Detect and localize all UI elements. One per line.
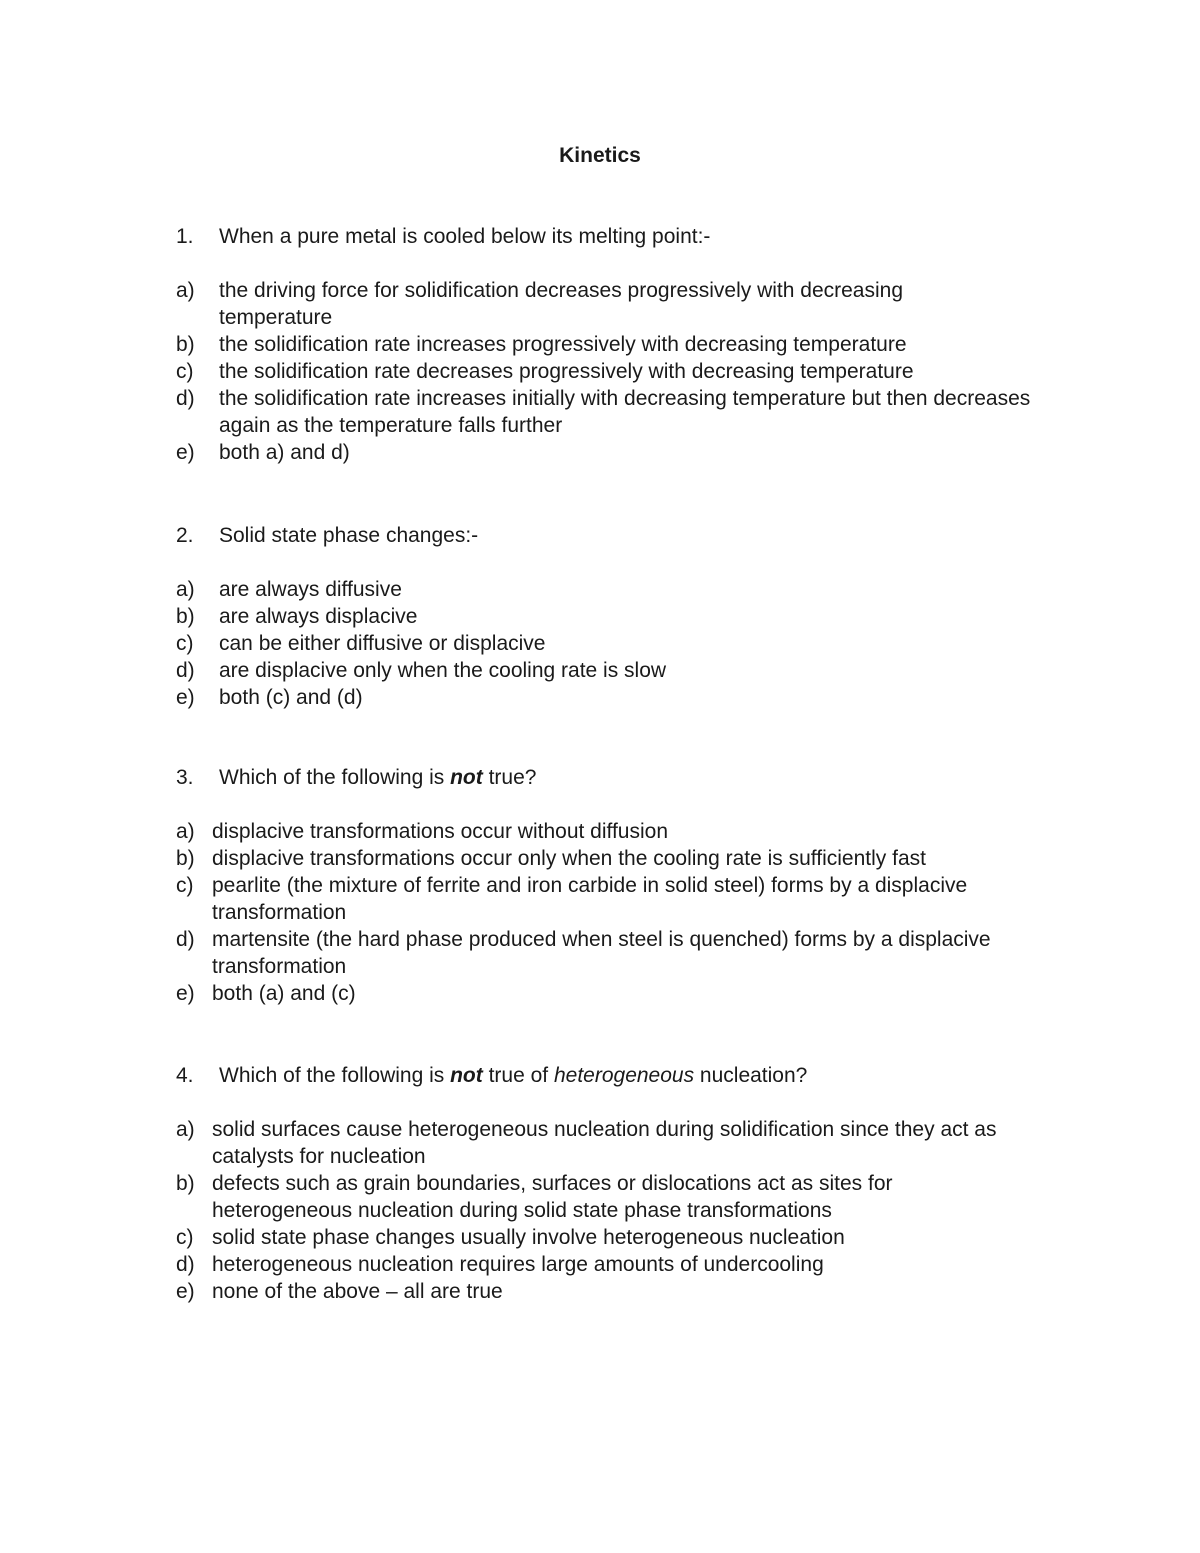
option-c [176,872,1002,926]
options-list [176,818,1056,1007]
option-text: displacive transformations occur only when the cooling rate is sufficiently fast [212,847,926,870]
option-text: the solidification rate decreases progressively with decreasing temperature [219,360,914,383]
option-c [176,1224,1056,1251]
option-letter: d) [176,1253,195,1276]
option-letter: c) [176,874,194,897]
option-d [176,1251,1056,1278]
question-text-mid: true of [482,1064,554,1087]
option-e [176,980,1056,1007]
option-letter: d) [176,387,195,410]
option-text: solid surfaces cause heterogeneous nucleation during solidification since they act as catalysts for nucleation [212,1118,997,1168]
question-3 [176,764,1056,1007]
question-stem [176,223,1056,250]
option-d [176,926,1027,980]
option-e [176,684,1056,711]
option-a [176,818,1056,845]
option-text: defects such as grain boundaries, surfaces or dislocations act as sites for heterogeneous nucleation during solid state phase transformations [212,1172,893,1222]
option-b [176,603,1056,630]
option-letter: c) [176,360,194,383]
option-b [176,331,1056,358]
option-text: are always displacive [219,605,418,628]
option-letter: e) [176,441,195,464]
question-number: 1. [176,225,194,248]
option-e [176,1278,1056,1305]
option-letter: d) [176,659,195,682]
option-text: both (c) and (d) [219,686,363,709]
option-text: the driving force for solidification decreases progressively with decreasing temperature [219,279,903,329]
option-text: martensite (the hard phase produced when steel is quenched) forms by a displacive transformation [212,928,991,978]
option-letter: a) [176,279,195,302]
question-text-post: nucleation? [694,1064,808,1087]
option-text: pearlite (the mixture of ferrite and iron carbide in solid steel) forms by a displacive transformation [212,874,968,924]
page-title: Kinetics [559,144,641,167]
options-list [176,1116,1056,1305]
option-text: are displacive only when the cooling rate is slow [219,659,667,682]
option-letter: b) [176,847,195,870]
question-emphasis-not: not [450,766,483,789]
option-text: the solidification rate increases initially with decreasing temperature but then decreases again as the temperature falls further [219,387,1031,437]
option-b [176,1170,1012,1224]
question-number: 3. [176,766,194,789]
option-d [176,657,1056,684]
option-text: displacive transformations occur without diffusion [212,820,669,843]
question-2 [176,522,1056,711]
option-text: the solidification rate increases progressively with decreasing temperature [219,333,907,356]
question-text: Solid state phase changes:- [219,524,479,547]
option-letter: a) [176,1118,195,1141]
option-letter: c) [176,1226,194,1249]
question-number: 2. [176,524,194,547]
options-list [176,576,1056,711]
question-stem [176,522,1056,549]
question-stem [176,1062,1056,1089]
option-a [176,277,1019,331]
option-text: solid state phase changes usually involve heterogeneous nucleation [212,1226,845,1249]
option-e [176,439,1056,466]
option-text: heterogeneous nucleation requires large amounts of undercooling [212,1253,824,1276]
option-c [176,630,1056,657]
question-stem [176,764,1056,791]
option-b [176,845,1062,872]
option-letter: b) [176,1172,195,1195]
option-letter: a) [176,820,195,843]
options-list [176,277,1056,466]
option-letter: e) [176,982,195,1005]
question-emphasis-not: not [450,1064,483,1087]
question-4 [176,1062,1056,1305]
question-number: 4. [176,1064,194,1087]
option-letter: e) [176,1280,195,1303]
option-c [176,358,1056,385]
option-text: are always diffusive [219,578,402,601]
question-text-pre: Which of the following is [219,1064,451,1087]
question-text-post: true? [482,766,537,789]
option-text: none of the above – all are true [212,1280,503,1303]
option-text: both a) and d) [219,441,350,464]
question-1 [176,223,1056,466]
option-letter: d) [176,928,195,951]
question-text-pre: Which of the following is [219,766,451,789]
option-text: can be either diffusive or displacive [219,632,546,655]
option-letter: c) [176,632,194,655]
option-letter: e) [176,686,195,709]
question-emphasis-heterogeneous: heterogeneous [553,1064,695,1087]
option-letter: b) [176,333,195,356]
option-text: both (a) and (c) [212,982,356,1005]
question-text: When a pure metal is cooled below its melting point:- [219,225,711,248]
option-letter: a) [176,578,195,601]
option-letter: b) [176,605,195,628]
option-a [176,576,1056,603]
option-d [176,385,1059,439]
option-a [176,1116,1062,1170]
